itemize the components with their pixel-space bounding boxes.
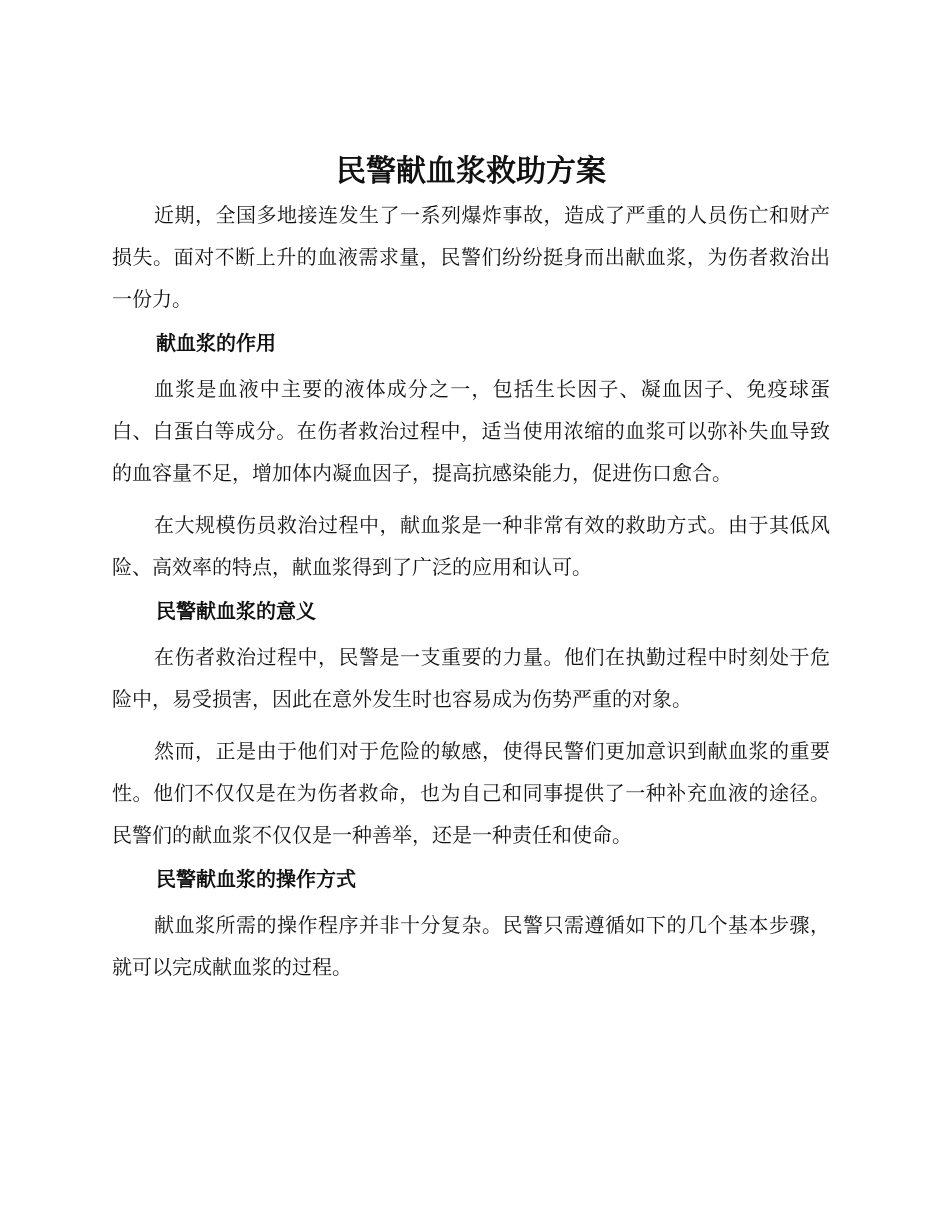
document-title: 民警献血浆救助方案 xyxy=(336,154,606,189)
paragraph-plasma-efficiency: 在大规模伤员救治过程中，献血浆是一种非常有效的救助方式。由于其低风险、高效率的特点，献血浆得到了广泛的应用和认可。 xyxy=(112,513,830,579)
intro-paragraph: 近期，全国多地接连发生了一系列爆炸事故，造成了严重的人员伤亡和财产损失。面对不断上升的血液需求量，民警们纷纷挺身而出献血浆，为伤者救治出一份力。 xyxy=(112,203,830,311)
document-page xyxy=(112,150,830,988)
paragraph-police-responsibility: 然而，正是由于他们对于危险的敏感，使得民警们更加意识到献血浆的重要性。他们不仅仅是在为伤者救命，也为自己和同事提供了一种补充血液的途径。民警们的献血浆不仅仅是一种善举，还是一种责任和使命。 xyxy=(112,739,830,847)
paragraph-plasma-components: 血浆是血液中主要的液体成分之一，包括生长因子、凝血因子、免疫球蛋白、白蛋白等成分。在伤者救治过程中，适当使用浓缩的血浆可以弥补失血导致的血容量不足，增加体内凝血因子，提高抗感染能力，促进伤口愈合。 xyxy=(112,377,830,485)
section-heading-plasma-function: 献血浆的作用 xyxy=(156,331,276,355)
section-heading-procedure: 民警献血浆的操作方式 xyxy=(156,867,356,891)
section-heading-police-significance: 民警献血浆的意义 xyxy=(156,599,316,623)
paragraph-police-role: 在伤者救治过程中，民警是一支重要的力量。他们在执勤过程中时刻处于危险中，易受损害，因此在意外发生时也容易成为伤势严重的对象。 xyxy=(112,645,830,711)
paragraph-procedure-steps: 献血浆所需的操作程序并非十分复杂。民警只需遵循如下的几个基本步骤，就可以完成献血浆的过程。 xyxy=(112,913,830,979)
